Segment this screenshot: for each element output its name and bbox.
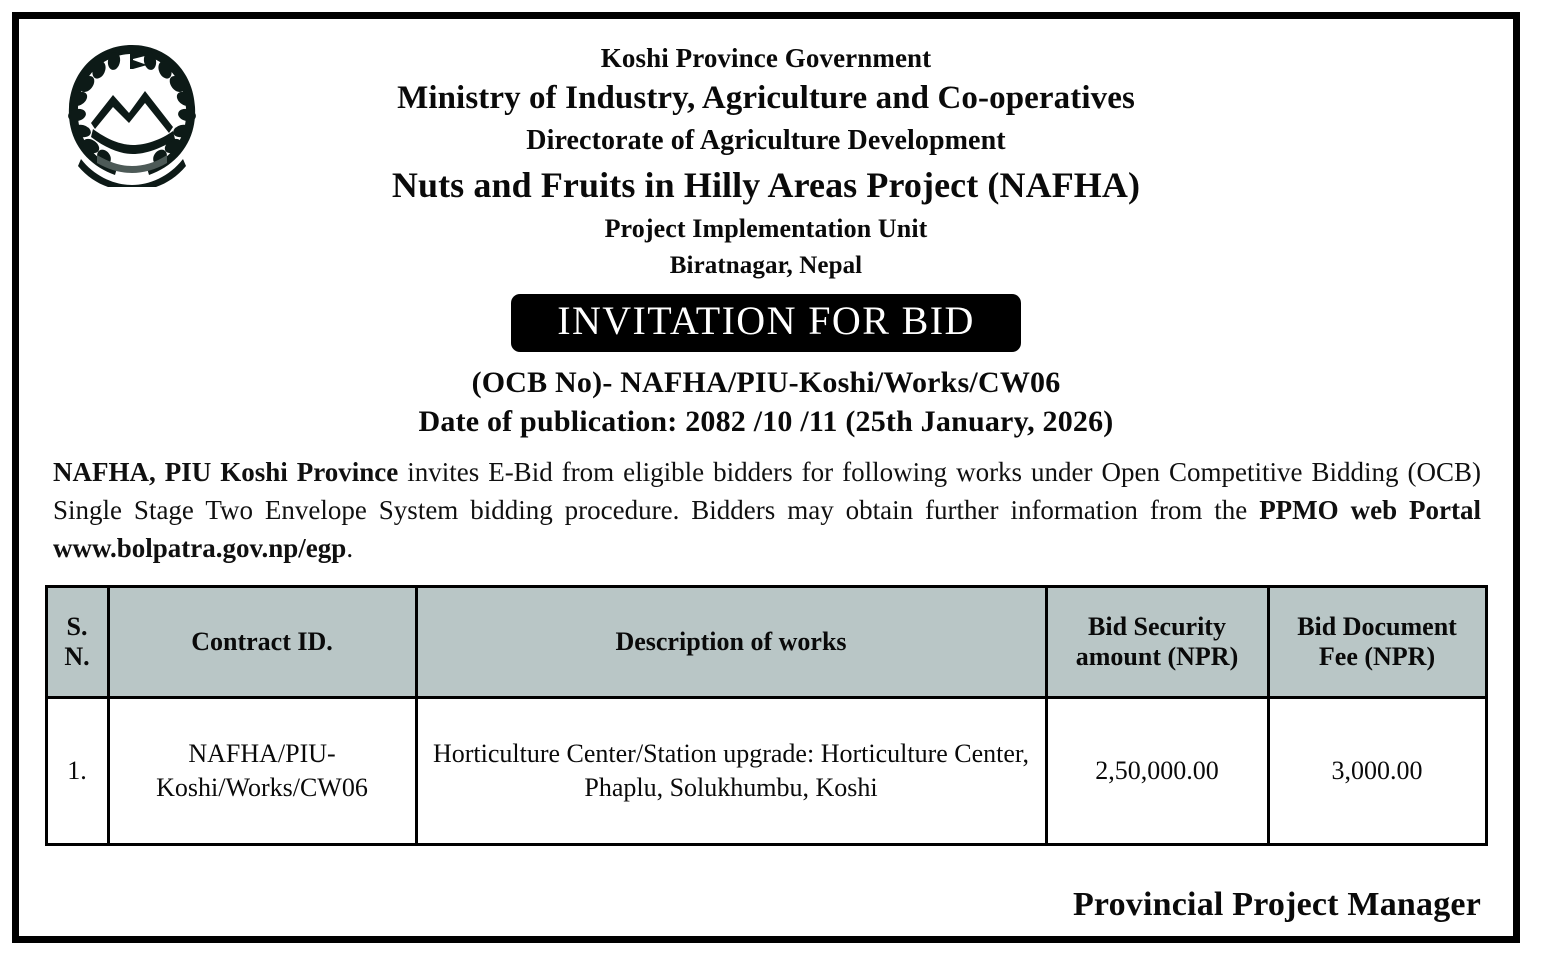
table-row xyxy=(46,697,1486,844)
org-line-location: Biratnagar, Nepal xyxy=(669,251,863,279)
publication-date-line: Date of publication: 2082 /10 /11 (25th January, 2026) xyxy=(418,404,1114,438)
nepal-government-emblem-icon xyxy=(57,37,207,187)
org-line-directorate: Directorate of Agriculture Development xyxy=(526,125,1006,157)
cell-contract-id: NAFHA/PIU-Koshi/Works/CW06 xyxy=(108,697,416,844)
intro-text-2: . xyxy=(346,533,354,564)
org-line-ministry: Ministry of Industry, Agriculture and Co-operatives xyxy=(397,80,1135,117)
cell-sn: 1. xyxy=(46,697,108,844)
notice-border-frame xyxy=(12,12,1520,943)
header-bid-security: Bid Security amount (NPR) xyxy=(1046,586,1268,697)
banner-container xyxy=(41,294,1491,352)
ocb-number-line: (OCB No)- NAFHA/PIU-Koshi/Works/CW06 xyxy=(471,365,1061,399)
intro-text-1: invites E-Bid from eligible bidders for following works under Open Competitive Bidding (OCB) Single Stage Two Envelope System bidding procedure. Bidders may obtain further information from the xyxy=(53,456,1481,526)
signature-designation: Provincial Project Manager xyxy=(1072,886,1481,923)
org-line-project: Nuts and Fruits in Hilly Areas Project (NAFHA) xyxy=(391,164,1141,205)
header-description: Description of works xyxy=(416,586,1046,697)
header-bid-document-fee: Bid Document Fee (NPR) xyxy=(1268,586,1486,697)
intro-paragraph xyxy=(53,453,1481,568)
org-line-unit: Project Implementation Unit xyxy=(604,213,928,243)
table-header-row xyxy=(46,586,1486,697)
notice-body xyxy=(19,19,1513,936)
intro-bold-lead: NAFHA, PIU Koshi Province xyxy=(53,456,399,487)
bid-works-table xyxy=(45,585,1488,846)
invitation-for-bid-banner: INVITATION FOR BID xyxy=(511,294,1021,352)
header-contract-id: Contract ID. xyxy=(108,586,416,697)
cell-bid-document-fee: 3,000.00 xyxy=(1268,697,1486,844)
cell-description: Horticulture Center/Station upgrade: Horticulture Center, Phaplu, Solukhumbu, Koshi xyxy=(416,697,1046,844)
cell-bid-security: 2,50,000.00 xyxy=(1046,697,1268,844)
ppmo-portal-text: PPMO web Portal www.bolpatra.gov.np/egp xyxy=(53,495,1481,564)
org-line-province: Koshi Province Government xyxy=(600,43,932,73)
header-sn: S. N. xyxy=(46,586,108,697)
